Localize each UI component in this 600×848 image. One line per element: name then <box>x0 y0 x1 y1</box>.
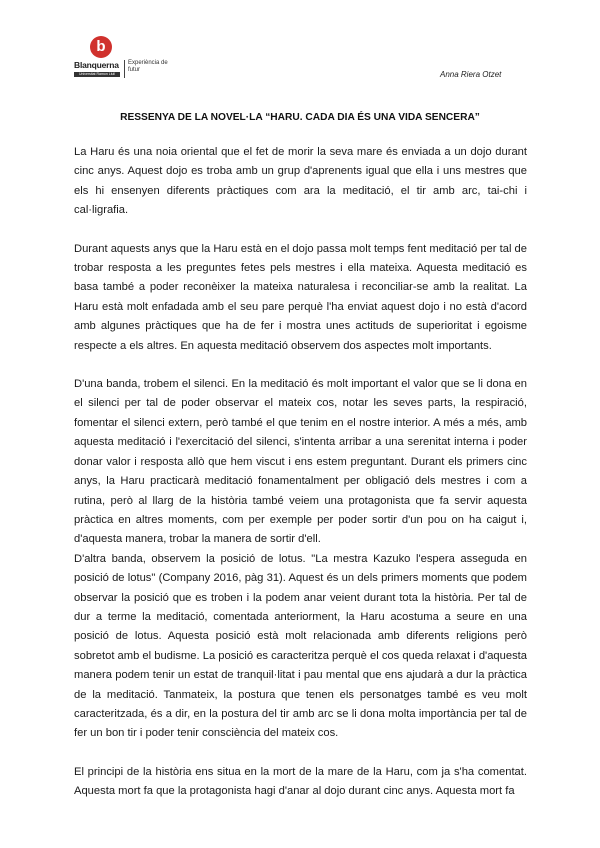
document-body <box>74 143 527 802</box>
paragraph-3: D'una banda, trobem el silenci. En la meditació és molt important el valor que se li dona en el silenci per tal de poder observar el mateix cos, notar les seves parts, la respiració, fomentar el silenci extern, però també el que tenim en el nostre interior. A més a més, amb aquesta meditació i l'exercitació del silenci, s'intenta arribar a una serenitat interna i poder donar valor i resposta allò que hem viscut i ens estem preguntant. Durant els primers cinc anys, la Haru practicarà meditació fonamentalment per obligació dels mestres i com a rutina, però al llarg de la història també veiem una protagonista que fa servir aquesta pràctica en altres moments, com per exemple per poder sortir d'un pou on ha caigut i, d'aquesta manera, trobar la manera de sortir d'ell. <box>74 378 527 546</box>
paragraph-1: La Haru és una noia oriental que el fet de morir la seva mare és enviada a un dojo durant cinc anys. Aquest dojo es troba amb un grup d'aprenents igual que ella i uns mestres que els hi ensenyen diferents pràctiques com ara la meditació, el tir amb arc, tai-chi i cal·ligrafia. <box>74 146 527 217</box>
paragraph-5: El principi de la història ens situa en la mort de la mare de la Haru, com ja s'ha comentat. Aquesta mort fa que la protagonista hagi d'anar al dojo durant cinc anys. Aquesta mort fa <box>74 765 527 798</box>
logo-subtitle: Universitat Ramon Llull <box>74 72 120 77</box>
logo-divider <box>124 60 125 78</box>
paragraph-4: D'altra banda, observem la posició de lotus. "La mestra Kazuko l'espera asseguda en posició de lotus" (Company 2016, pàg 31). Aquest és un dels primers moments que podem observar la posició que es troben i la podem anar veient durant tota la història. Per tal de dur a terme la meditació, comentada anteriorment, la Haru acostuma a seure en una posició de lotus. Aquesta posició està molt relacionada amb diferents religions però sobretot amb el budisme. La posició es caracteritza perquè el cos queda relaxat i d'aquesta manera podem tenir un estat de tranquil·litat i pau mental que ens ajudarà a dur la pràctica de la meditació. Tanmateix, la postura que tenen els personatges també es veu molt caracteritzada, és a dir, en la postura del tir amb arc se li dona molta importància per tal de fer un bon tir i poder tenir consciència del mateix cos. <box>74 552 528 740</box>
author-name: Anna Riera Otzet <box>440 70 502 79</box>
blanquerna-logo <box>74 36 184 82</box>
paragraph-2: Durant aquests anys que la Haru està en el dojo passa molt temps fent meditació per tal de trobar resposta a les preguntes fetes pels mestres i ella mateixa. Aquesta meditació es basa també a poder reconèixer la mateixa naturalesa i reconciliar-se amb la realitat. La Haru està molt enfadada amb el seu pare perquè l'ha enviat aquest dojo i no està d'acord amb algunes pràctiques que ha de fer i mostra unes actituds de superioritat i egoisme respecte a els altres. En aquesta meditació observem dos aspectes molt importants. <box>74 242 527 352</box>
logo-name: Blanquerna <box>74 60 119 70</box>
logo-mark-icon: b <box>90 36 112 58</box>
document-title: RESSENYA DE LA NOVEL·LA “HARU. CADA DIA ÉS UNA VIDA SENCERA” <box>120 112 480 123</box>
logo-tagline: Experiència de futur <box>128 60 168 73</box>
